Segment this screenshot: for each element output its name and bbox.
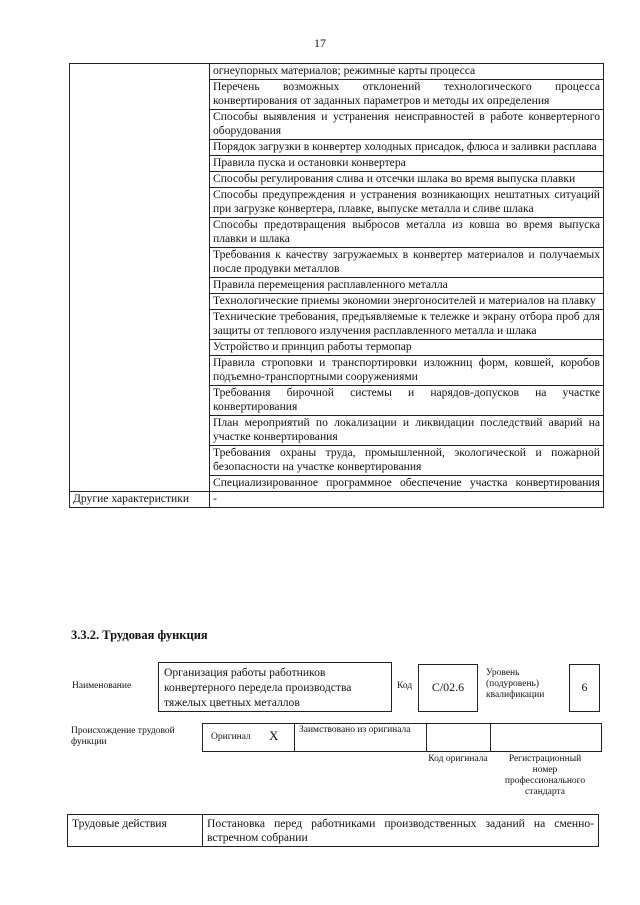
level-box xyxy=(569,664,600,712)
other-characteristics-label: Другие характеристики xyxy=(70,492,210,508)
original-label: Оригинал xyxy=(211,732,251,742)
knowledge-row xyxy=(70,64,604,80)
knowledge-table xyxy=(69,63,604,508)
knowledge-item: Технические требования, предъявляемые к тележке и экрану отбора проб для защиты от теплового излучения расплавленного металла и шлака xyxy=(210,310,604,340)
knowledge-item: Перечень возможных отклонений технологического процесса конвертирования от заданных параметров и методы их определения xyxy=(210,80,604,110)
knowledge-item: Порядок загрузки в конвертер холодных присадок, флюса и заливки расплава xyxy=(210,140,604,156)
function-name-box xyxy=(158,662,392,712)
labor-actions-table xyxy=(67,814,599,847)
reg-number-cell xyxy=(490,723,491,752)
code-original-cell xyxy=(426,723,490,752)
code-label: Код xyxy=(397,681,413,691)
labor-actions-row xyxy=(68,815,599,847)
function-name-value: Организация работы работников конвертерного передела производства тяжелых цветных металлов xyxy=(164,666,352,709)
reg-number-label: Регистрационный номер профессионального стандарта xyxy=(504,754,586,797)
other-characteristics-value: - xyxy=(210,492,604,508)
code-original-label: Код оригинала xyxy=(428,754,488,764)
labor-actions-value: Постановка перед работниками производственных заданий на сменно-встречном собрании xyxy=(203,815,599,847)
level-label: Уровень (подуровень) квалификации xyxy=(486,668,545,700)
knowledge-item: Специализированное программное обеспечение участка конвертирования xyxy=(210,476,604,492)
origin-label: Происхождение трудовой функции xyxy=(71,726,175,747)
knowledge-item: Требования охраны труда, промышленной, экологической и пожарной безопасности на участке конвертирования xyxy=(210,446,604,476)
knowledge-item: Технологические приемы экономии энергоносителей и материалов на плавку xyxy=(210,294,604,310)
knowledge-item: огнеупорных материалов; режимные карты процесса xyxy=(210,64,604,80)
knowledge-item: Устройство и принцип работы термопар xyxy=(210,340,604,356)
knowledge-item: Способы выявления и устранения неисправностей в работе конвертерного оборудования xyxy=(210,110,604,140)
knowledge-left-cell xyxy=(70,64,210,492)
knowledge-item: Правила строповки и транспортировки изложниц форм, ковшей, коробов подъемно-транспортными сооружениями xyxy=(210,356,604,386)
knowledge-item: Правила пуска и остановки конвертера xyxy=(210,156,604,172)
level-value: 6 xyxy=(581,680,588,694)
knowledge-item: Способы регулирования слива и отсечки шлака во время выпуска плавки xyxy=(210,172,604,188)
knowledge-item: Требования бирочной системы и нарядов-допусков на участке конвертирования xyxy=(210,386,604,416)
section-title: 3.3.2. Трудовая функция xyxy=(71,628,208,642)
original-mark: X xyxy=(269,728,279,743)
knowledge-item: План мероприятий по локализации и ликвидации последствий аварий на участке конвертирования xyxy=(210,416,604,446)
code-box xyxy=(418,664,478,712)
name-label: Наименование xyxy=(72,681,132,691)
borrowed-label: Заимствовано из оригинала xyxy=(299,725,411,735)
code-value: C/02.6 xyxy=(431,680,465,694)
knowledge-item: Правила перемещения расплавленного металла xyxy=(210,278,604,294)
knowledge-item: Требования к качеству загружаемых в конвертер материалов и получаемых после продувки металлов xyxy=(210,248,604,278)
other-characteristics-row xyxy=(70,492,604,508)
knowledge-item: Способы предотвращения выбросов металла из ковша во время выпуска плавки и шлака xyxy=(210,218,604,248)
knowledge-item: Способы предупреждения и устранения возникающих нештатных ситуаций при загрузке конвертера, плавке, выпуске металла и сливе шлака xyxy=(210,188,604,218)
page-number: 17 xyxy=(314,36,326,50)
labor-actions-label: Трудовые действия xyxy=(68,815,203,847)
